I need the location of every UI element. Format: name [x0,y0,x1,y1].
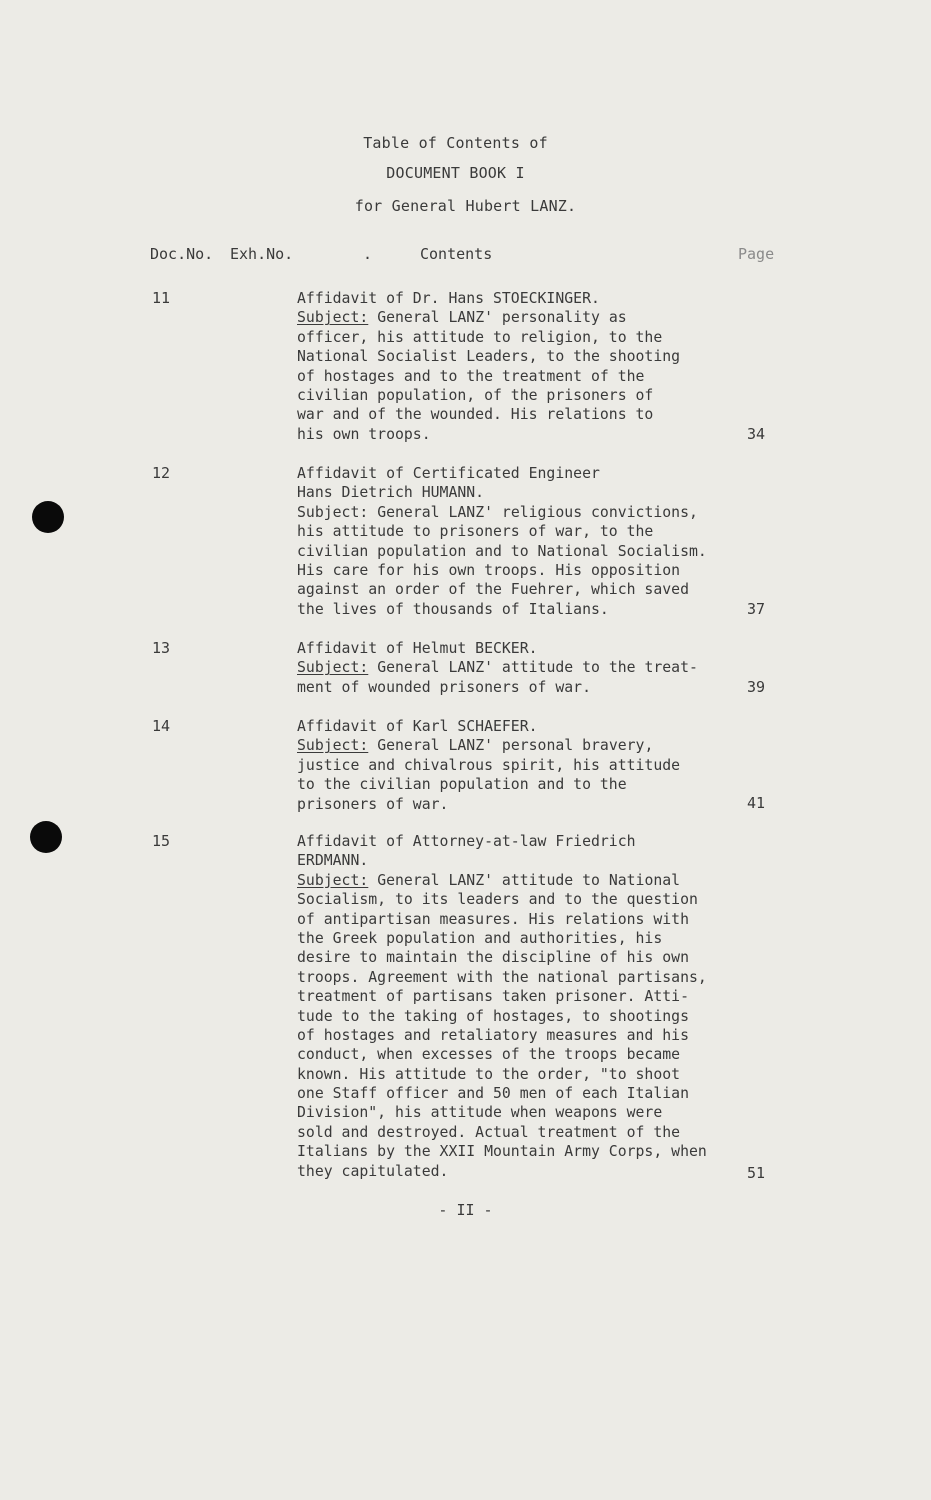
entry-line: of antipartisan measures. His relations with [297,910,689,928]
column-header-doc-no: Doc.No. [150,245,214,263]
entry-line: Affidavit of Helmut BECKER. [297,640,538,657]
title-line-1: Table of Contents of [363,134,548,152]
subject-label: Subject: [297,871,369,889]
column-header-contents: Contents [420,245,493,263]
entry-line [297,658,757,677]
entry-line: Division", his attitude when weapons were [297,1104,663,1122]
entry-contents [297,289,757,444]
entry-line: Italians by the XXII Mountain Army Corps, when [297,1143,707,1161]
subject-label: Subject: [297,737,369,755]
entry-line: sold and destroyed. Actual treatment of the [297,1123,681,1141]
entry-contents [297,639,757,697]
entry-line: to the civilian population and to the [297,776,627,794]
entry-line: Affidavit of Attorney-at-law Friedrich [297,833,636,850]
entry-line: ERDMANN. [297,852,369,870]
entry-line: Affidavit of Karl SCHAEFER. [297,718,538,735]
entry-line: of hostages and to the treatment of the [297,367,645,385]
page-number: 39 [747,678,766,696]
doc-number: 11 [152,289,171,307]
entry-contents [297,464,757,619]
entry-line: Socialism, to its leaders and to the question [297,891,698,909]
subject-label: Subject: [297,503,369,521]
entry-line [297,871,757,890]
entry-line: justice and chivalrous spirit, his attitude [297,756,681,774]
entry-line: conduct, when excesses of the troops became [297,1046,681,1064]
page-footer: - II - [438,1201,493,1219]
entry-line: His care for his own troops. His opposition [297,561,681,579]
entry-contents [297,717,757,814]
entry-line: civilian population and to National Socialism. [297,542,707,560]
entry-line-text: General LANZ' personality as [377,309,627,327]
entry-line: Affidavit of Dr. Hans STOECKINGER. [297,290,600,307]
entry-line: desire to maintain the discipline of his own [297,949,689,967]
entry-line: the lives of thousands of Italians. [297,600,609,618]
punch-hole [30,821,62,853]
entry-contents [297,832,757,1181]
entry-line: treatment of partisans taken prisoner. Atti- [297,988,689,1006]
entry-line: troops. Agreement with the national partisans, [297,968,707,986]
column-header-page: Page [738,245,775,263]
entry-line-text: General LANZ' religious convictions, [377,503,698,521]
entry-line: his own troops. [297,425,431,443]
entry-line: Hans Dietrich HUMANN. [297,484,485,502]
entry-line: National Socialist Leaders, to the shooting [297,348,681,366]
doc-number: 12 [152,464,171,482]
entry-line-text: General LANZ' attitude to the treat- [377,659,698,677]
punch-hole [32,501,64,533]
entry-line-text: General LANZ' attitude to National [377,871,681,889]
entry-line: known. His attitude to the order, "to shoot [297,1065,681,1083]
page-number: 41 [747,794,766,812]
column-header-dot: . [363,245,373,263]
entry-line-text: General LANZ' personal bravery, [377,737,654,755]
entry-line: war and of the wounded. His relations to [297,406,654,424]
entry-line: civilian population, of the prisoners of [297,386,654,404]
doc-number: 13 [152,639,171,657]
page-number: 51 [747,1164,766,1182]
page-number: 37 [747,600,766,618]
column-header-exh-no: Exh.No. [230,245,294,263]
entry-line: the Greek population and authorities, his [297,929,663,947]
entry-line: ment of wounded prisoners of war. [297,678,591,696]
entry-line: Affidavit of Certificated Engineer [297,465,600,482]
entry-line [297,308,757,327]
entry-line: of hostages and retaliatory measures and his [297,1026,689,1044]
entry-line: officer, his attitude to religion, to the [297,328,663,346]
entry-line: tude to the taking of hostages, to shootings [297,1007,689,1025]
entry-line [297,736,757,755]
entry-line: prisoners of war. [297,795,449,813]
title-line-3: for General Hubert LANZ. [354,197,577,215]
entry-line: his attitude to prisoners of war, to the [297,523,654,541]
entry-line: they capitulated. [297,1162,449,1180]
title-line-2: DOCUMENT BOOK I [386,164,525,182]
entry-line: against an order of the Fuehrer, which saved [297,581,689,599]
entry-line: one Staff officer and 50 men of each Italian [297,1085,689,1103]
page-number: 34 [747,425,766,443]
entry-line [297,503,757,522]
doc-number: 15 [152,832,171,850]
doc-number: 14 [152,717,171,735]
subject-label: Subject: [297,309,369,327]
subject-label: Subject: [297,659,369,677]
